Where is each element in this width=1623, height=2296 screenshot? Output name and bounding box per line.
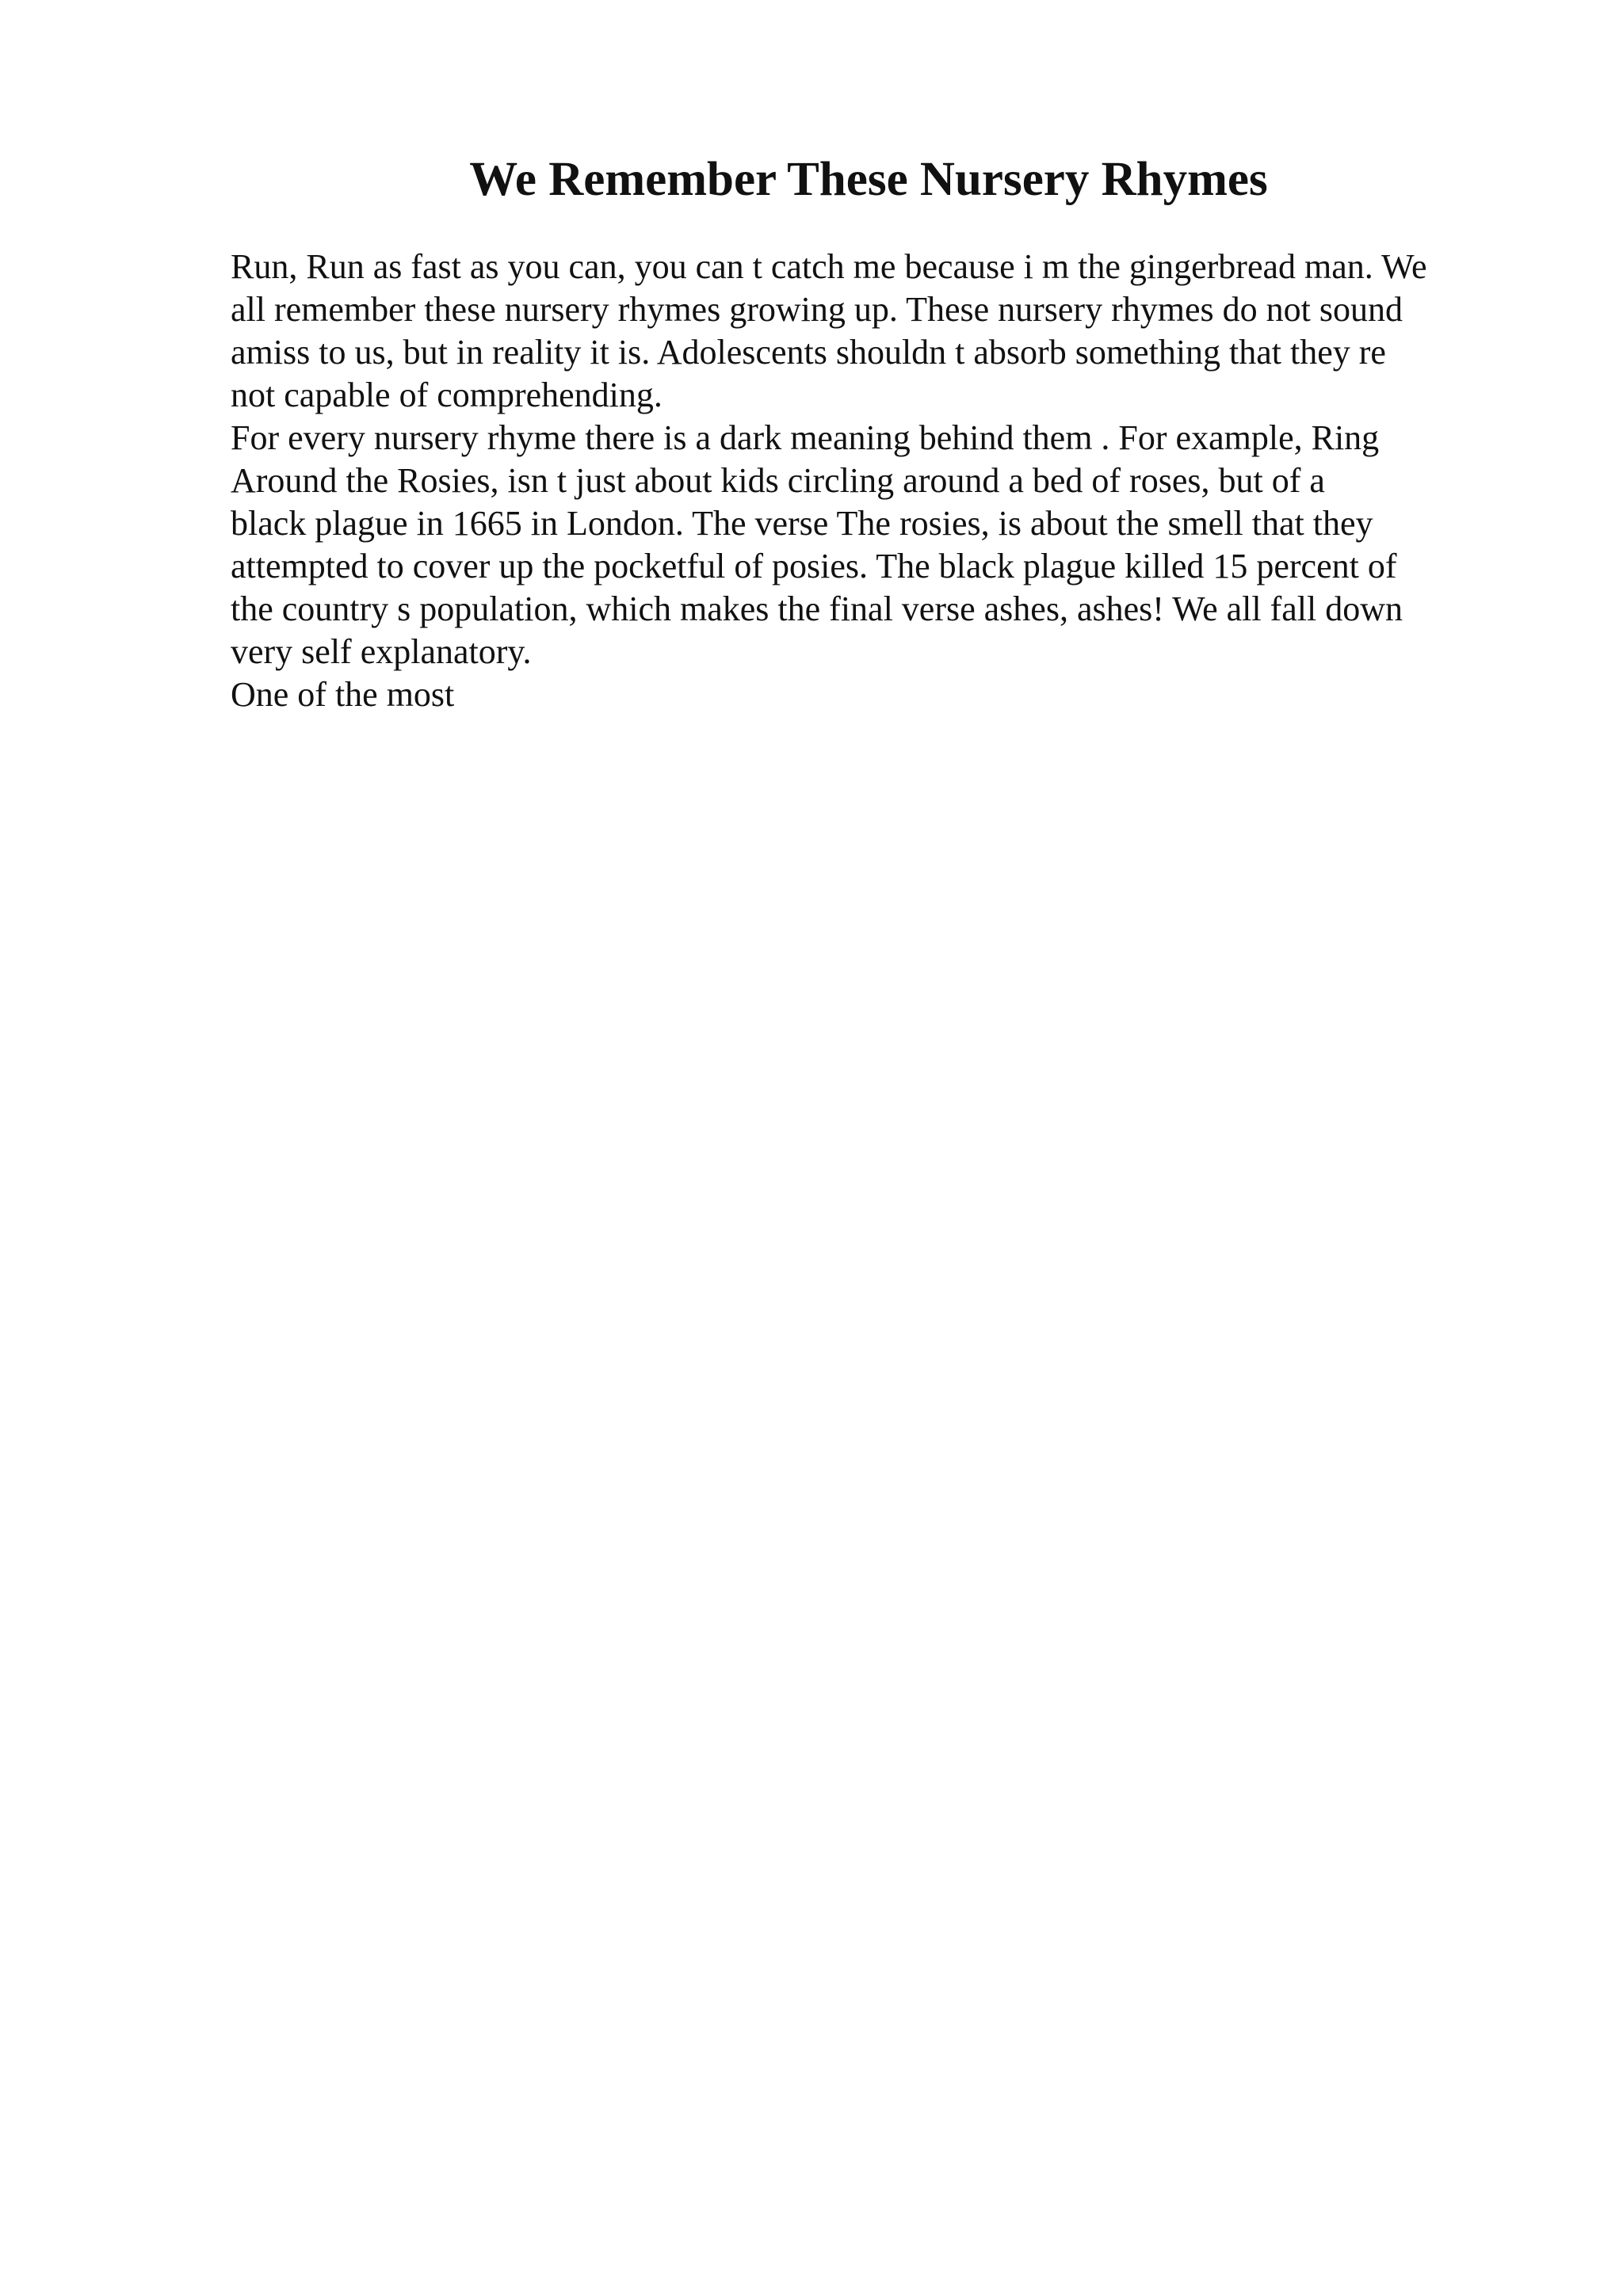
text-line: Run, Run as fast as you can, you can t catch me because i m the gingerbread man. We (231, 247, 1427, 286)
text-line: not capable of comprehending. (231, 376, 663, 414)
text-line: very self explanatory. (231, 632, 532, 671)
document-title: We Remember These Nursery Rhymes (469, 153, 1268, 206)
text-line: the country s population, which makes the final verse ashes, ashes! We all fall down (231, 589, 1403, 628)
text-line: Around the Rosies, isn t just about kids circling around a bed of roses, but of a (231, 461, 1325, 500)
text-line: all remember these nursery rhymes growing up. These nursery rhymes do not sound (231, 290, 1403, 329)
document-body (231, 246, 1514, 716)
text-line: One of the most (231, 675, 455, 714)
text-line: attempted to cover up the pocketful of posies. The black plague killed 15 percent of (231, 547, 1397, 585)
text-line: For every nursery rhyme there is a dark meaning behind them . For example, Ring (231, 418, 1380, 457)
text-line: amiss to us, but in reality it is. Adolescents shouldn t absorb something that they re (231, 333, 1386, 372)
text-line: black plague in 1665 in London. The verse The rosies, is about the smell that they (231, 504, 1373, 543)
